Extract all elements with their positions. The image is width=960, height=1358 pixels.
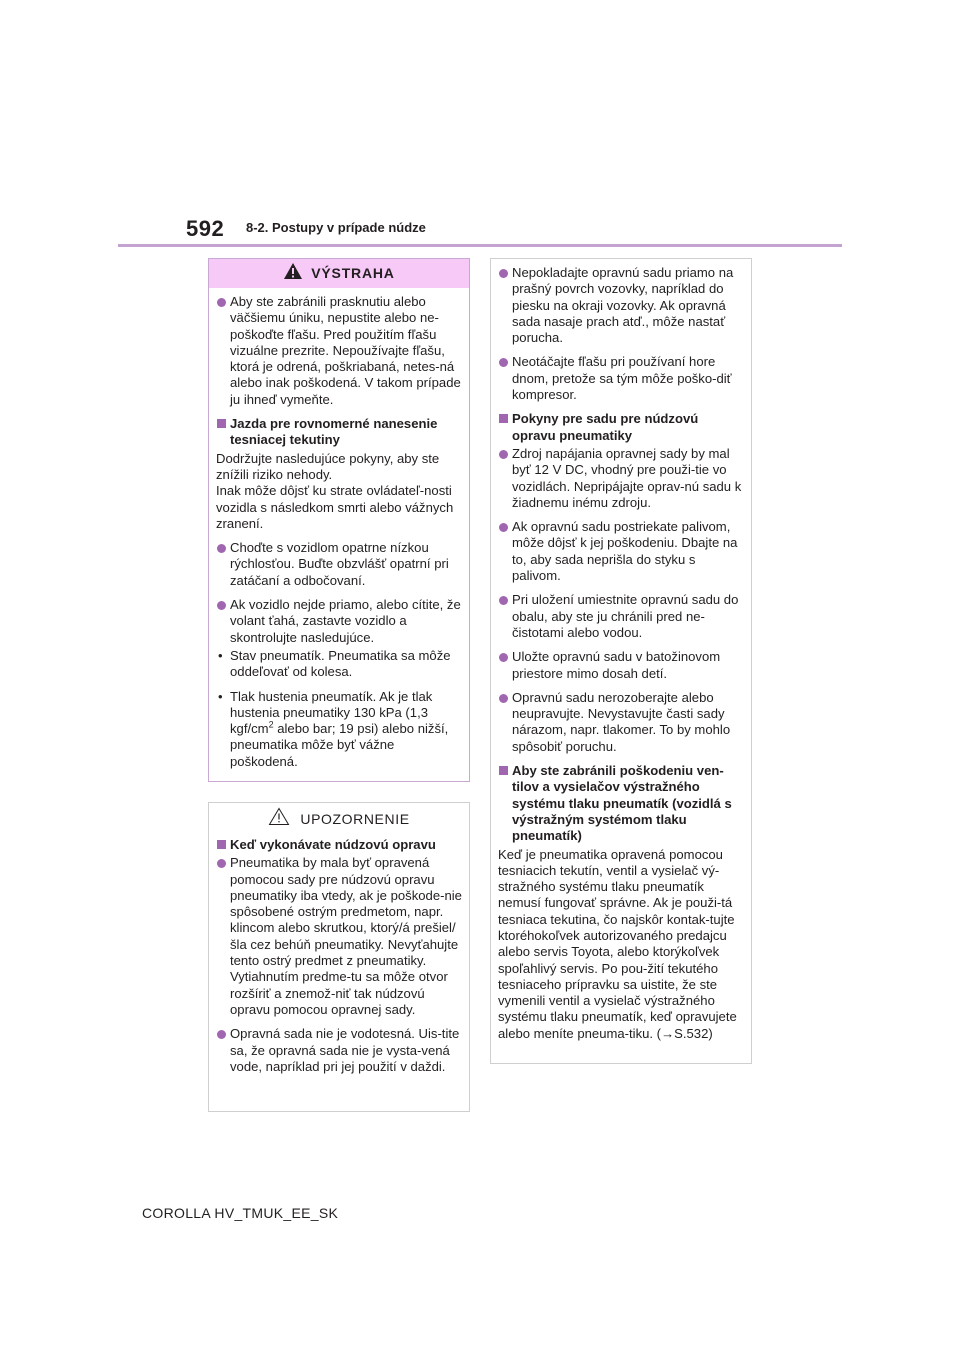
right-bullet-5: Pri uložení umiestnite opravnú sadu do obalu, aby ste ju chránili pred ne-čistotami alebo vodou. xyxy=(498,592,745,641)
warning-paragraph-2: Inak môže dôjsť ku strate ovládateľ-nosti vozidla s následkom smrti alebo vážnych zranení. xyxy=(216,483,454,531)
notice-header xyxy=(209,803,469,835)
page-number: 592 xyxy=(186,216,225,241)
superscript: 2 xyxy=(268,719,274,730)
right-bullet-3: Zdroj napájania opravnej sady by mal byť 12 V DC, vhodný pre použi-tie vo vozidlách. Nepripájajte oprav-nú sadu k žiadnemu inému zdroju. xyxy=(498,446,745,511)
continued-notice-box xyxy=(490,258,752,1064)
right-paragraph-1-text: Keď je pneumatika opravená pomocou tesniacich tekutín, ventil a vysielač vý-stražného systému tlaku pneumatík nemusí fungovať správne. Ak je použi-tá tesniaca tekutina, čo najskôr kontak-tujte ktoréhokoľvek autorizovaného predajcu alebo servis Toyota, alebo ktorýkoľvek spoľahlivý servis. Po pou-žití tekutého tesniaceho prípravku sa uistite, že ste vymenili ventil a vysielač výstražného systému tlaku pneumatík, keď opravujete alebo meníte pneuma-tiku. ( xyxy=(498,846,737,1041)
right-bullet-6: Uložte opravnú sadu v batožinovom priestore mimo dosah detí. xyxy=(498,649,745,682)
right-heading-1: Pokyny pre sadu pre núdzovú opravu pneumatiky xyxy=(498,411,745,444)
notice-box xyxy=(208,802,470,1112)
right-bullet-7: Opravnú sadu nerozoberajte alebo neupravujte. Nevystavujte časti sady nárazom, napr. tlakomer. To by mohlo spôsobiť poruchu. xyxy=(498,690,745,755)
right-paragraph-1 xyxy=(498,847,745,1043)
warning-subitem-2 xyxy=(216,689,463,770)
page-reference[interactable]: →S.532) xyxy=(661,1025,713,1041)
warning-triangle-icon xyxy=(283,262,303,284)
right-bullet-2: Neotáčajte fľašu pri používaní hore dnom, pretože sa tým môže poško-diť kompresor. xyxy=(498,354,745,403)
right-bullet-1: Nepokladajte opravnú sadu priamo na prašný povrch vozovky, napríklad do piesku na okraji vozovky. Ak opravná sada nasaje prach atď., môže nastať porucha. xyxy=(498,265,745,346)
warning-bullet-2: Choďte s vozidlom opatrne nízkou rýchlosťou. Buďte obzvlášť opatrní pri zatáčaní a odbočovaní. xyxy=(216,540,463,589)
notice-bullet-1: Pneumatika by mala byť opravená pomocou sady pre núdzovú opravu pneumatiky iba vtedy, ak je poškode-nie spôsobené ostrým predmetom, napr. klincom alebo skrutkou, ktorý/á prešiel/šla cez behúň pneumatiky. Nevyťahujte tento ostrý predmet z pneumatiky. Vytiahnutím predme-tu sa môže otvor rozšíriť a znemož-niť tak núdzovú opravu pomocou opravnej sady. xyxy=(216,855,463,1018)
warning-subitem-2-text-end: alebo bar; 19 psi) alebo nižší, pneumatika môže byť vážne poškodená. xyxy=(230,721,449,769)
notice-heading-1: Keď vykonávate núdzovú opravu xyxy=(216,837,463,853)
warning-bullet-1: Aby ste zabránili prasknutiu alebo väčšiemu úniku, nepustite alebo ne-poškoďte fľašu. Pred použitím fľašu vizuálne prezrite. Nepoužívajte fľašu, ktorá je odrená, poškriabaná, netes-ná alebo inak poškodená. V takom prípade ju ihneď vymeňte. xyxy=(216,294,463,408)
warning-subitem-2-text: Tlak hustenia pneumatík. Ak je tlak hustenia pneumatiky 130 kPa (1,3 kgf/cm xyxy=(230,688,433,737)
right-bullet-4: Ak opravnú sadu postriekate palivom, môže dôjsť k jej poškodeniu. Dbajte na to, aby sada neprišla do styku s palivom. xyxy=(498,519,745,584)
warning-bullet-3: Ak vozidlo nejde priamo, alebo cítite, že volant ťahá, zastavte vozidlo a skontrolujte nasledujúce. xyxy=(216,597,463,646)
warning-subitem-1: • Stav pneumatík. Pneumatika sa môže oddeľovať od kolesa. xyxy=(216,648,463,681)
warning-paragraph-1: Dodržujte nasledujúce pokyny, aby ste znížili riziko nehody. xyxy=(216,450,440,482)
notice-bullet-2: Opravná sada nie je vodotesná. Uis-tite sa, že opravná sada nie je vysta-vená vode, napríklad pri jej použití v daždi. xyxy=(216,1026,463,1075)
footer-model-code: COROLLA HV_TMUK_EE_SK xyxy=(142,1205,339,1221)
header-rule xyxy=(118,244,842,247)
warning-heading-1: Jazda pre rovnomerné nanesenie tesniacej tekutiny xyxy=(216,416,463,449)
section-title: 8-2. Postupy v prípade núdze xyxy=(246,220,426,235)
warning-box xyxy=(208,258,470,782)
warning-title: VÝSTRAHA xyxy=(311,265,395,282)
caution-triangle-icon xyxy=(268,807,290,830)
right-heading-2: Aby ste zabránili poškodeniu ven-tilov a vysielačov výstražného systému tlaku pneumatík (vozidlá s výstražným systémom tlaku pneumatík) xyxy=(498,763,745,844)
warning-header xyxy=(209,259,469,288)
notice-title: UPOZORNENIE xyxy=(300,810,410,827)
